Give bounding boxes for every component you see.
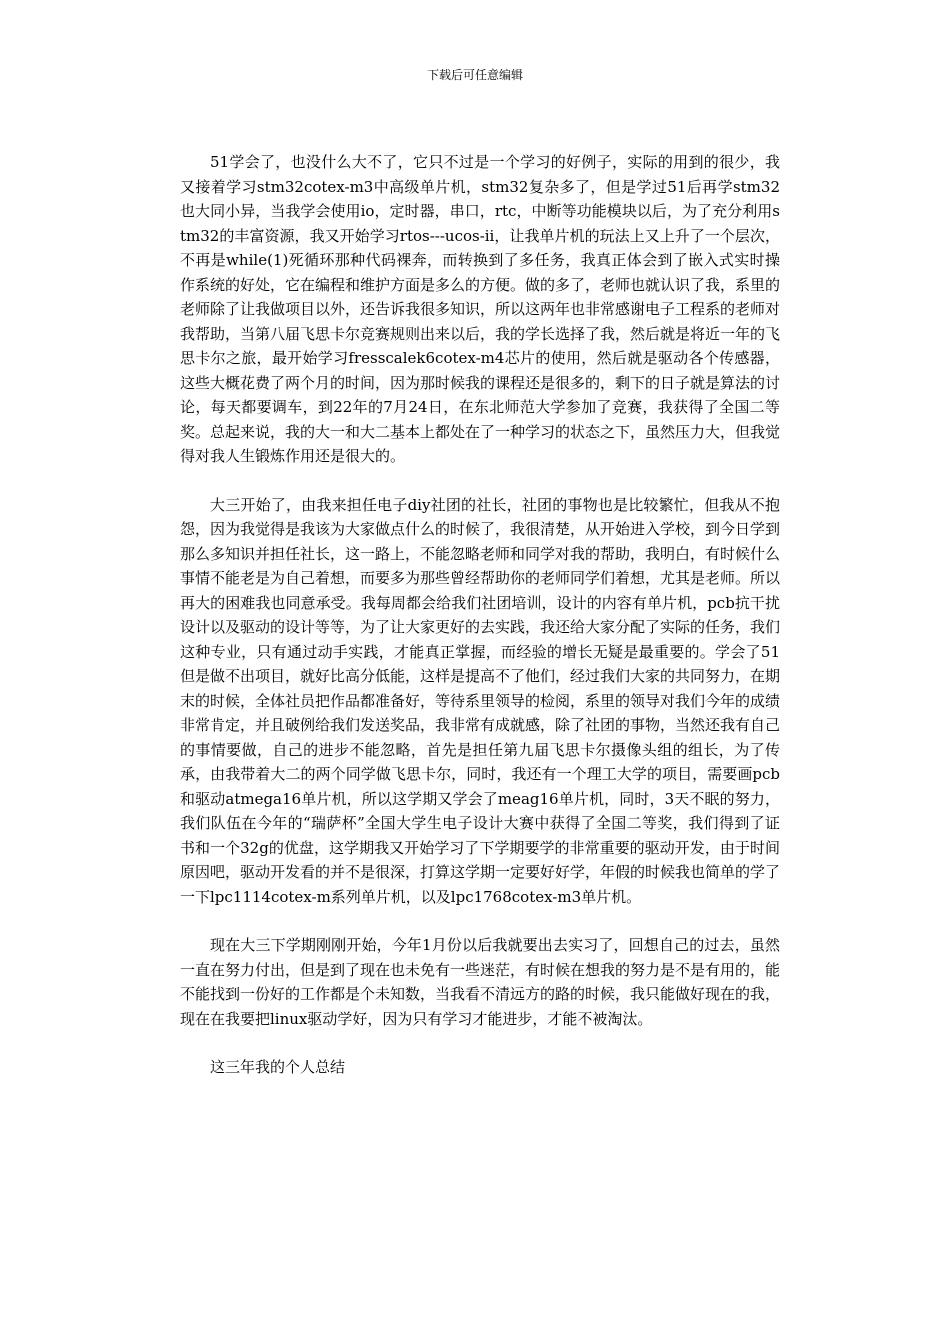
paragraph: 51学会了，也没什么大不了，它只不过是一个学习的好例子，实际的用到的很少，我又接着学习stm32cotex-m3中高级单片机，stm32复杂多了，但是学过51后再学stm32也大同小异，当我学会使用io，定时器，串口，rtc，中断等功能模块以后，为了充分利用stm32的丰富资源，我又开始学习rtos---ucos-ii，让我单片机的玩法上又上升了一个层次，不再是while(1)死循环那种代码裸奔，而转换到了多任务，我真正体会到了嵌入式实时操作系统的好处，它在编程和维护方面是多么的方便。做的多了，老师也就认识了我，系里的老师除了让我做项目以外，还告诉我很多知识，所以这两年也非常感谢电子工程系的老师对我帮助，当第八届飞思卡尔竞赛规则出来以后，我的学长选择了我，然后就是将近一年的飞思卡尔之旅，最开始学习fresscalek6cotex-m4芯片的使用，然后就是驱动各个传感器，这些大概花费了两个月的时间，因为那时候我的课程还是很多的，剩下的日子就是算法的讨论，每天都要调车，到22年的7月24日，在东北师范大学参加了竞赛，我获得了全国二等奖。总起来说，我的大一和大二基本上都处在了一种学习的状态之下，虽然压力大，但我觉得对我人生锻炼作用还是很大的。 [180,153,781,465]
paragraph: 现在大三下学期刚刚开始，今年1月份以后我就要出去实习了，回想自己的过去，虽然一直在努力付出，但是到了现在也未免有一些迷茫，有时候在想我的努力是不是有用的，能不能找到一份好的工作都是个未知数，当我看不清远方的路的时候，我只能做好现在的我，现在在我要把linux驱动学好，因为只有学习才能进步，才能不被淘汰。 [180,936,781,1028]
paragraph: 大三开始了，由我来担任电子diy社团的社长，社团的事物也是比较繁忙，但我从不抱怨，因为我觉得是我该为大家做点什么的时候了，我很清楚，从开始进入学校，到今日学到那么多知识并担任社长，这一路上，不能忽略老师和同学对我的帮助，我明白，有时候什么事情不能老是为自己着想，而要多为那些曾经帮助你的老师同学们着想，尤其是老师。所以再大的困难我也同意承受。我每周都会给我们社团培训，设计的内容有单片机，pcb抗干扰设计以及驱动的设计等等，为了让大家更好的去实践，我还给大家分配了实际的任务，我们这种专业，只有通过动手实践，才能真正掌握，而经验的增长无疑是最重要的。学会了51但是做不出项目，就好比高分低能，这样是提高不了他们，经过我们大家的共同努力，在期末的时候，全体社员把作品都准备好，等待系里领导的检阅，系里的领导对我们今年的成绩非常肯定，并且破例给我们发送奖品，我非常有成就感，除了社团的事物，当然还我有自己的事情要做，自己的进步不能忽略，首先是担任第九届飞思卡尔摄像头组的组长，为了传承，由我带着大二的两个同学做飞思卡尔，同时，我还有一个理工大学的项目，需要画pcb和驱动atmega16单片机，所以这学期又学会了meag16单片机，同时，3天不眠的努力，我们队伍在今年的“瑞萨杯”全国大学生电子设计大赛中获得了全国二等奖，我们得到了证书和一个32g的优盘，这学期我又开始学习了下学期要学的非常重要的驱动开发，由于时间原因吧，驱动开发看的并不是很深，打算这学期一定要好好学，年假的时候我也简单的学了一下lpc1114cotex-m系列单片机，以及lpc1768cotex-m3单片机。 [180,495,781,906]
closing-line: 这三年我的个人总结 [210,1058,346,1076]
page-header: 下载后可任意编辑 [426,68,523,82]
document-body [180,150,780,1104]
